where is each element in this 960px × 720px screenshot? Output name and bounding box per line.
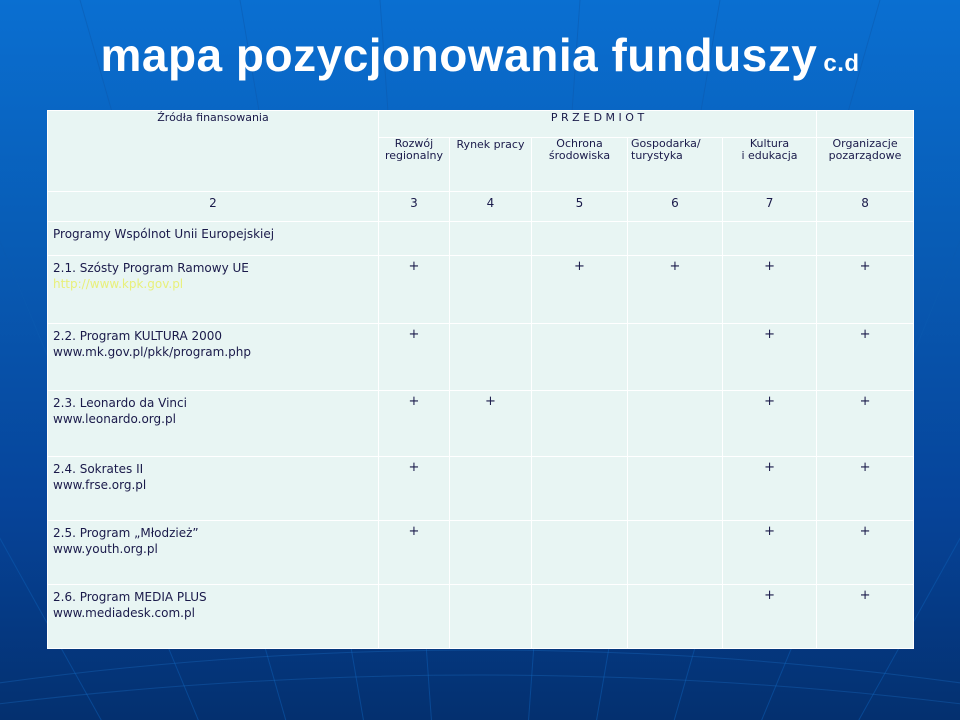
- header-subject-label: P R Z E D M I O T: [550, 111, 645, 124]
- program-cell: [48, 521, 379, 585]
- header-subject-empty: [817, 111, 914, 138]
- column-label: turystyka: [631, 149, 683, 162]
- funding-map-table: [47, 110, 914, 649]
- column-number: 6: [628, 192, 723, 222]
- mark-cell: [628, 391, 723, 457]
- program-cell: [48, 256, 379, 324]
- header-subject: [379, 111, 817, 138]
- slide-title: [0, 28, 960, 82]
- column-number: 8: [817, 192, 914, 222]
- mark-cell: +: [723, 391, 817, 457]
- empty-cell: [532, 222, 628, 256]
- empty-cell: [817, 222, 914, 256]
- program-name: 2.2. Program KULTURA 2000: [53, 329, 223, 343]
- program-link[interactable]: www.mk.gov.pl/pkk/program.php: [53, 345, 251, 359]
- column-header-economy: [628, 138, 723, 192]
- mark-cell: +: [628, 256, 723, 324]
- mark-cell: +: [532, 256, 628, 324]
- mark-cell: +: [723, 521, 817, 585]
- program-name: 2.4. Sokrates II: [53, 462, 144, 476]
- mark-cell: +: [379, 391, 450, 457]
- header-source-label: Źródła finansowania: [157, 111, 269, 124]
- slide-title-text: mapa pozycjonowania funduszy: [100, 29, 818, 81]
- column-label: regionalny: [384, 149, 444, 162]
- mark-cell: +: [817, 324, 914, 391]
- mark-cell: +: [817, 256, 914, 324]
- mark-cell: [628, 324, 723, 391]
- mark-cell: [450, 457, 532, 521]
- header-source: [48, 111, 379, 192]
- mark-cell: [532, 391, 628, 457]
- program-name: 2.1. Szósty Program Ramowy UE: [53, 261, 249, 275]
- mark-cell: [379, 585, 450, 649]
- mark-cell: +: [379, 324, 450, 391]
- column-header-regional: [379, 138, 450, 192]
- column-number: 2: [48, 192, 379, 222]
- mark-cell: +: [379, 256, 450, 324]
- empty-cell: [723, 222, 817, 256]
- column-label: i edukacja: [741, 149, 798, 162]
- mark-cell: +: [723, 585, 817, 649]
- table-row: [48, 457, 914, 521]
- column-label: Rozwój: [394, 137, 434, 150]
- column-label: środowiska: [548, 149, 611, 162]
- mark-cell: +: [817, 585, 914, 649]
- mark-cell: +: [723, 256, 817, 324]
- column-number: 5: [532, 192, 628, 222]
- program-name: 2.5. Program „Młodzież”: [53, 526, 199, 540]
- column-header-ngo: [817, 138, 914, 192]
- table-row: [48, 585, 914, 649]
- table-row: [48, 324, 914, 391]
- program-link[interactable]: www.frse.org.pl: [53, 478, 147, 492]
- mark-cell: [628, 585, 723, 649]
- section-row-label: Programy Wspólnot Unii Europejskiej: [48, 222, 379, 256]
- column-number: 3: [379, 192, 450, 222]
- column-header-culture: [723, 138, 817, 192]
- mark-cell: [532, 585, 628, 649]
- empty-cell: [379, 222, 450, 256]
- mark-cell: [532, 521, 628, 585]
- mark-cell: [628, 521, 723, 585]
- mark-cell: +: [817, 521, 914, 585]
- mark-cell: +: [450, 391, 532, 457]
- column-header-labour: [450, 138, 532, 192]
- mark-cell: [532, 457, 628, 521]
- table-row: [48, 256, 914, 324]
- program-link[interactable]: www.youth.org.pl: [53, 542, 158, 556]
- program-link[interactable]: www.leonardo.org.pl: [53, 412, 176, 426]
- column-header-environment: [532, 138, 628, 192]
- slide-title-suffix: c.d: [823, 50, 860, 77]
- table-row: [48, 521, 914, 585]
- table-row: [48, 391, 914, 457]
- program-name: 2.6. Program MEDIA PLUS: [53, 590, 207, 604]
- mark-cell: [450, 585, 532, 649]
- mark-cell: [450, 256, 532, 324]
- mark-cell: [532, 324, 628, 391]
- program-cell: [48, 324, 379, 391]
- mark-cell: +: [723, 457, 817, 521]
- empty-cell: [628, 222, 723, 256]
- mark-cell: +: [817, 457, 914, 521]
- column-label: Rynek pracy: [456, 138, 525, 151]
- column-label: Gospodarka/: [631, 137, 701, 150]
- program-name: 2.3. Leonardo da Vinci: [53, 396, 187, 410]
- mark-cell: +: [723, 324, 817, 391]
- empty-cell: [450, 222, 532, 256]
- program-cell: [48, 585, 379, 649]
- column-number: 4: [450, 192, 532, 222]
- mark-cell: [450, 324, 532, 391]
- program-cell: [48, 457, 379, 521]
- mark-cell: [628, 457, 723, 521]
- column-label: Ochrona: [556, 137, 603, 150]
- column-number: 7: [723, 192, 817, 222]
- program-cell: [48, 391, 379, 457]
- column-label: Kultura: [749, 137, 790, 150]
- column-label: Organizacje: [832, 137, 898, 150]
- mark-cell: +: [379, 521, 450, 585]
- column-label: pozarządowe: [828, 149, 902, 162]
- mark-cell: +: [379, 457, 450, 521]
- mark-cell: [450, 521, 532, 585]
- program-link[interactable]: www.mediadesk.com.pl: [53, 606, 195, 620]
- program-link[interactable]: http://www.kpk.gov.pl: [53, 277, 184, 291]
- mark-cell: +: [817, 391, 914, 457]
